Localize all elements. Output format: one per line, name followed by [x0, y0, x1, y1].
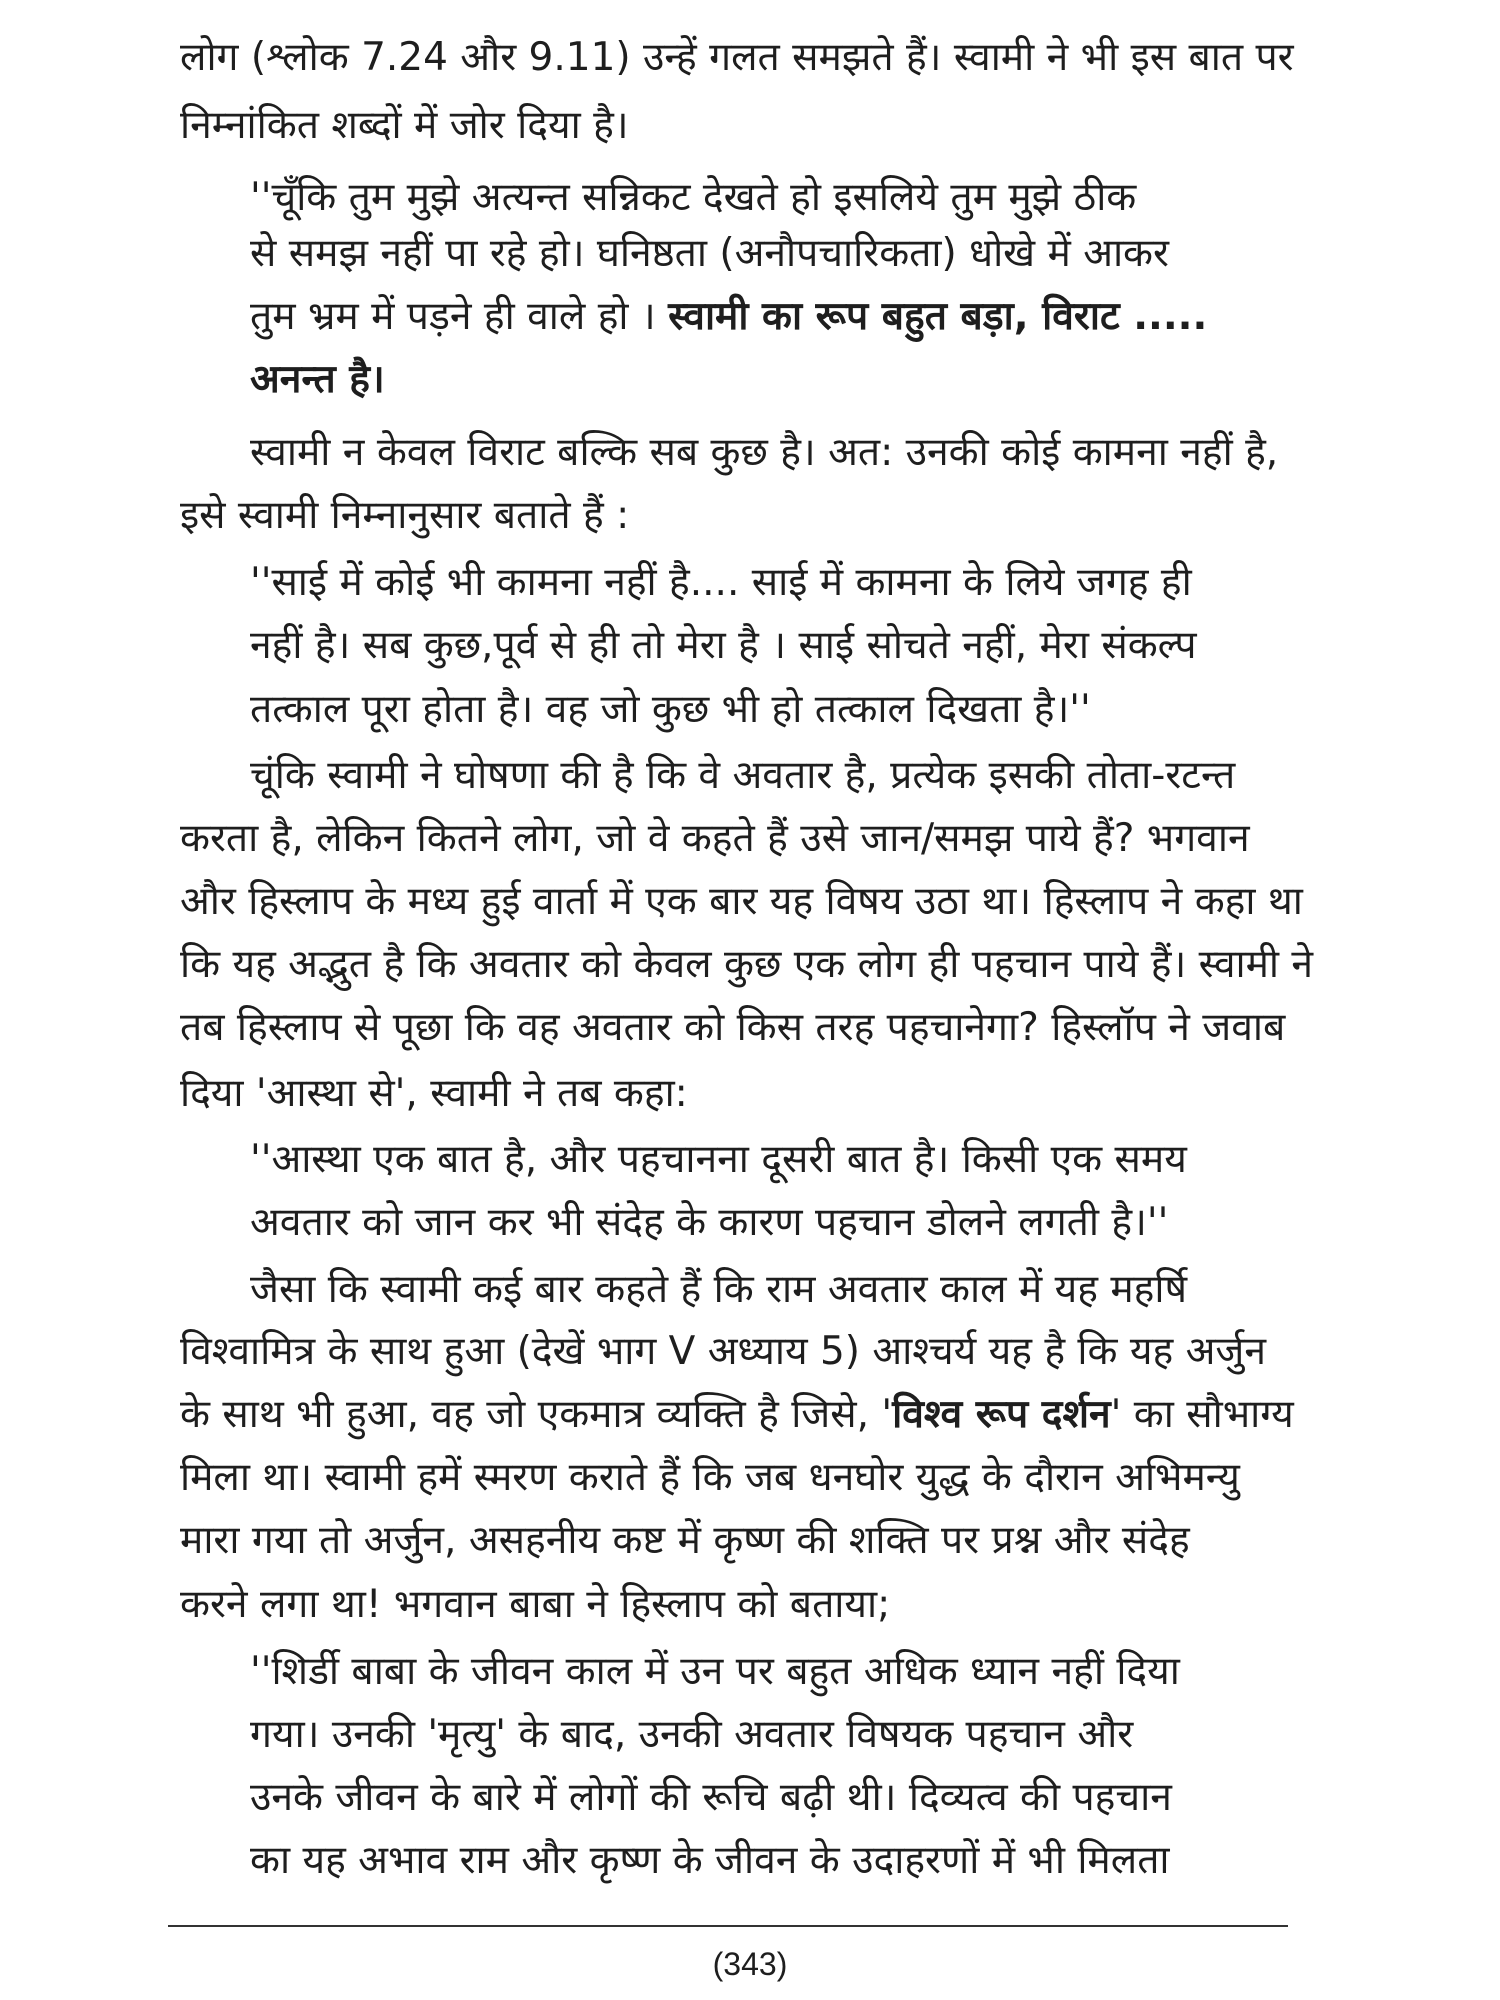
quote-line: ''आस्था एक बात है, और पहचानना दूसरी बात है। किसी एक समय — [250, 1137, 1187, 1182]
text-line: मारा गया तो अर्जुन, असहनीय कष्ट में कृष्ण की शक्ति पर प्रश्न और संदेह — [180, 1518, 1190, 1563]
bold-emphasis: विश्व रूप दर्शन — [892, 1392, 1111, 1437]
text-line: करता है, लेकिन कितने लोग, जो वे कहते हैं उसे जान/समझ पाये हैं? भगवान — [180, 816, 1250, 861]
quote-line: ''शिर्डी बाबा के जीवन काल में उन पर बहुत अधिक ध्यान नहीं दिया — [250, 1649, 1180, 1694]
quote-line: का यह अभाव राम और कृष्ण के जीवन के उदाहरणों में भी मिलता — [250, 1838, 1170, 1883]
text-line: इसे स्वामी निम्नानुसार बताते हैं : — [180, 493, 630, 538]
text-line: चूंकि स्वामी ने घोषणा की है कि वे अवतार है, प्रत्येक इसकी तोता-रटन्त — [250, 753, 1236, 798]
text-line: कि यह अद्भुत है कि अवतार को केवल कुछ एक लोग ही पहचान पाये हैं। स्वामी ने — [180, 942, 1314, 987]
quote-line: तत्काल पूरा होता है। वह जो कुछ भी हो तत्काल दिखता है।'' — [250, 687, 1091, 732]
page-number: (343) — [712, 1946, 788, 1982]
quote-line: अवतार को जान कर भी संदेह के कारण पहचान डोलने लगती है।'' — [250, 1200, 1169, 1245]
text-line: स्वामी न केवल विराट बल्कि सब कुछ है। अत: उनकी कोई कामना नहीं है, — [250, 430, 1279, 475]
text-line: दिया 'आस्था से', स्वामी ने तब कहा: — [180, 1071, 688, 1116]
quote-line: गया। उनकी 'मृत्यु' के बाद, उनकी अवतार विषयक पहचान और — [250, 1712, 1134, 1757]
text-line: और हिस्लाप के मध्य हुई वार्ता में एक बार यह विषय उठा था। हिस्लाप ने कहा था — [180, 879, 1303, 924]
text-line: लोग (श्लोक 7.24 और 9.11) उन्हें गलत समझते हैं। स्वामी ने भी इस बात पर — [180, 35, 1294, 80]
quote-line: ''चूँकि तुम मुझे अत्यन्त सन्निकट देखते हो इसलिये तुम मुझे ठीक — [250, 175, 1137, 220]
quote-line: तुम भ्रम में पड़ने ही वाले हो । स्वामी का रूप बहुत बड़ा, विराट ..... — [250, 294, 1208, 339]
footer-divider — [168, 1925, 1288, 1927]
text-line: विश्वामित्र के साथ हुआ (देखें भाग V अध्याय 5) आश्चर्य यह है कि यह अर्जुन — [180, 1329, 1266, 1374]
text-line: मिला था। स्वामी हमें स्मरण कराते हैं कि जब धनघोर युद्ध के दौरान अभिमन्यु — [180, 1455, 1240, 1500]
text-line: के साथ भी हुआ, वह जो एकमात्र व्यक्ति है जिसे, 'विश्व रूप दर्शन' का सौभाग्य — [180, 1392, 1294, 1437]
quote-line: ''साई में कोई भी कामना नहीं है.... साई में कामना के लिये जगह ही — [250, 560, 1192, 605]
text-line: तब हिस्लाप से पूछा कि वह अवतार को किस तरह पहचानेगा? हिस्लॉप ने जवाब — [180, 1005, 1286, 1050]
quote-line: उनके जीवन के बारे में लोगों की रूचि बढ़ी थी। दिव्यत्व की पहचान — [250, 1775, 1172, 1820]
text-line: करने लगा था! भगवान बाबा ने हिस्लाप को बताया; — [180, 1582, 891, 1627]
bold-emphasis: स्वामी का रूप बहुत बड़ा, विराट ..... — [668, 294, 1208, 339]
quote-line: से समझ नहीं पा रहे हो। घनिष्ठता (अनौपचारिकता) धोखे में आकर — [250, 231, 1169, 276]
quote-line: नहीं है। सब कुछ,पूर्व से ही तो मेरा है । साई सोचते नहीं, मेरा संकल्प — [250, 623, 1197, 668]
text-line: निम्नांकित शब्दों में जोर दिया है। — [180, 103, 629, 148]
quote-line: अनन्त है। — [250, 357, 385, 402]
text-line: जैसा कि स्वामी कई बार कहते हैं कि राम अवतार काल में यह महर्षि — [250, 1267, 1188, 1312]
